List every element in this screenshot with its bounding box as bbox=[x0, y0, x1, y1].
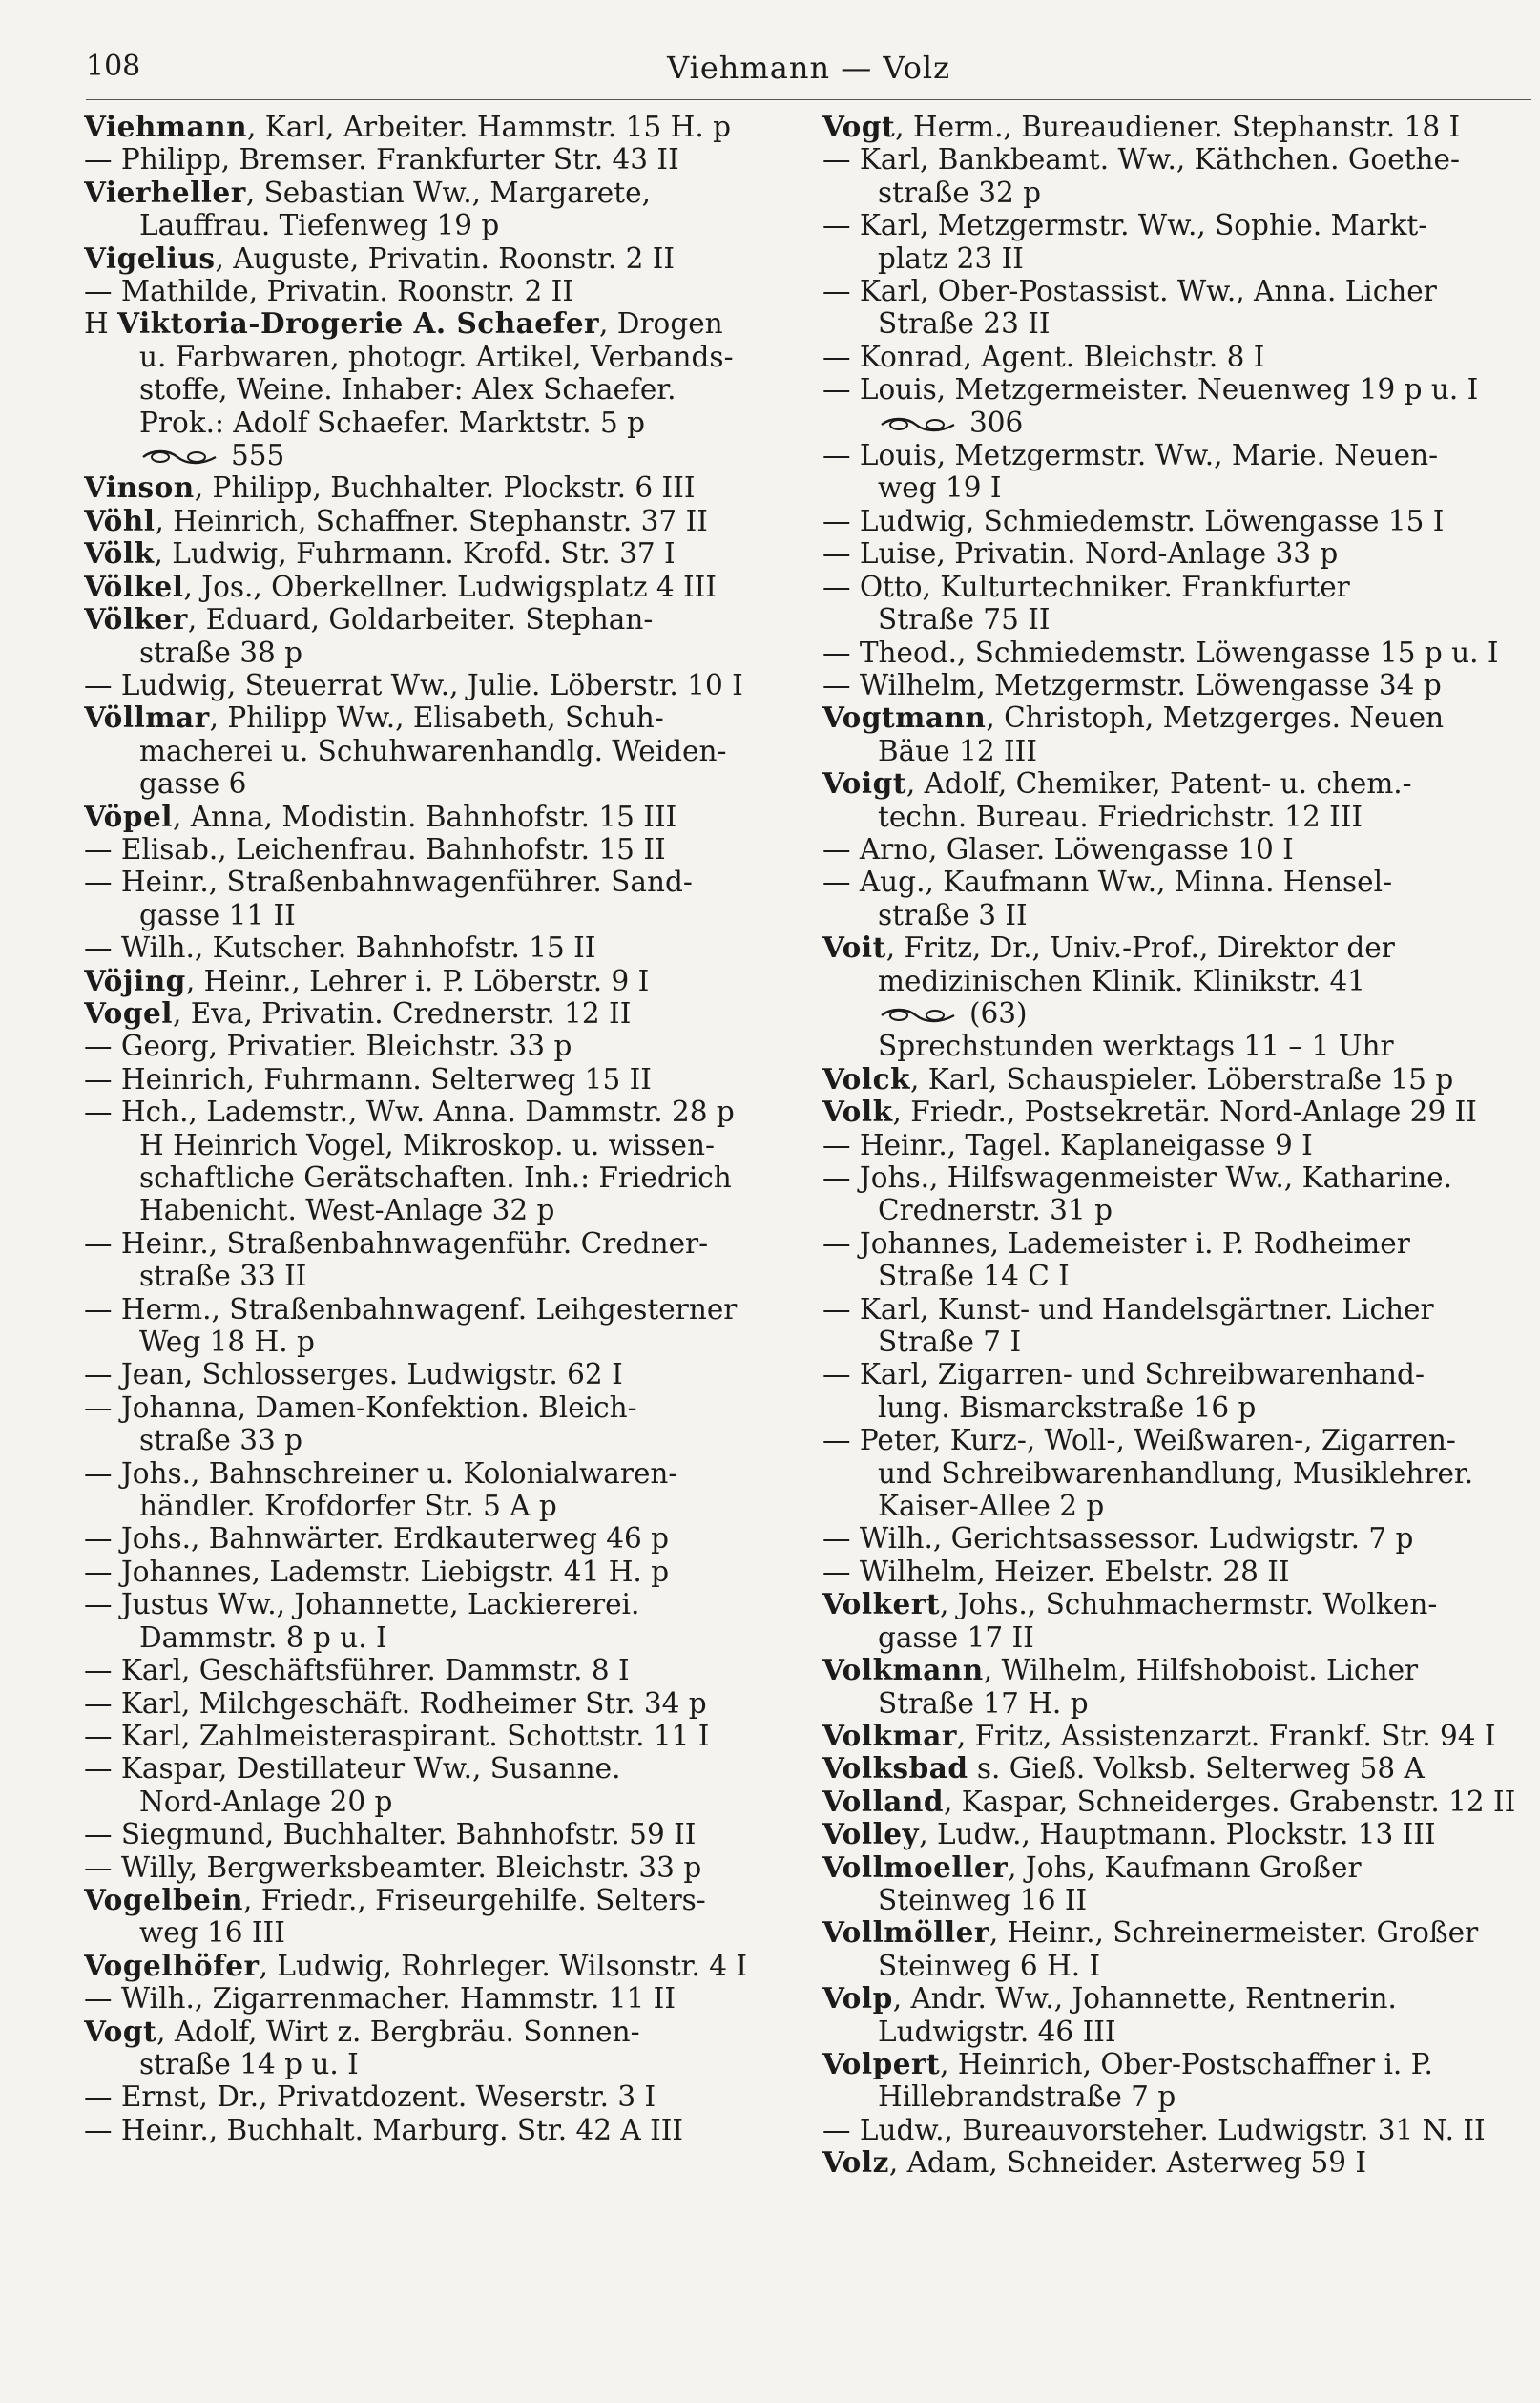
entry-headword-line: Vinson, Philipp, Buchhalter. Plockstr. 6 III bbox=[84, 471, 696, 505]
phone-number: 555 bbox=[231, 439, 285, 472]
directory-entry bbox=[84, 997, 752, 1884]
entry-line bbox=[822, 571, 1533, 603]
entry-text: u. Farbwaren, photogr. Artikel, Verbands- bbox=[139, 340, 734, 373]
entry-headword-line: Volley, Ludw., Hauptmann. Plockstr. 13 III bbox=[822, 1818, 1436, 1851]
entry-headword-line: Volk, Friedr., Postsekretär. Nord-Anlage 29 II bbox=[822, 1096, 1477, 1129]
entry-text: — Philipp, Bremser. Frankfurter Str. 43 II bbox=[84, 143, 679, 177]
entry-line bbox=[822, 209, 1533, 241]
entry-line bbox=[822, 997, 1533, 1030]
entry-line bbox=[822, 1818, 1533, 1850]
entry-line bbox=[84, 1884, 752, 1916]
entry-text: — Louis, Metzgermeister. Neuenweg 19 p u. I bbox=[822, 373, 1479, 407]
entry-text: — Karl, Bankbeamt. Ww., Käthchen. Goethe- bbox=[822, 143, 1460, 177]
entry-text: macherei u. Schuhwarenhandlg. Weiden- bbox=[139, 734, 727, 767]
entry-line bbox=[822, 1063, 1533, 1096]
directory-entry bbox=[822, 1818, 1533, 1850]
entry-text: — Louis, Metzgermstr. Ww., Marie. Neuen- bbox=[822, 439, 1439, 472]
page-number: 108 bbox=[86, 50, 141, 83]
directory-entry bbox=[84, 571, 752, 603]
entry-line bbox=[822, 2146, 1533, 2179]
entry-text: — Heinr., Buchhalt. Marburg. Str. 42 A III bbox=[84, 2113, 684, 2146]
entry-text: — Heinrich, Fuhrmann. Selterweg 15 II bbox=[84, 1062, 652, 1096]
entry-line bbox=[822, 1260, 1533, 1292]
entry-text: — Johs., Bahnwärter. Erdkauterweg 46 p bbox=[84, 1522, 670, 1556]
entry-line bbox=[84, 2016, 752, 2048]
directory-entry bbox=[822, 111, 1533, 701]
entry-line bbox=[84, 1063, 752, 1096]
entry-line bbox=[822, 439, 1533, 471]
directory-entry bbox=[822, 1752, 1533, 1785]
entry-line bbox=[822, 1194, 1533, 1226]
directory-entry bbox=[84, 242, 752, 308]
entry-line bbox=[84, 505, 752, 537]
entry-line bbox=[822, 1950, 1533, 1982]
entry-line bbox=[822, 1326, 1533, 1358]
entry-text: — Karl, Zigarren- und Schreibwarenhand- bbox=[822, 1358, 1425, 1391]
entry-line bbox=[84, 177, 752, 209]
entry-line bbox=[822, 1227, 1533, 1260]
entry-text: medizinischen Klinik. Klinikstr. 41 bbox=[878, 964, 1365, 997]
entry-text: platz 23 II bbox=[878, 241, 1024, 275]
directory-entry bbox=[84, 2016, 752, 2147]
entry-text: — Wilhelm, Metzgermstr. Löwengasse 34 p bbox=[822, 668, 1442, 701]
entry-line bbox=[84, 1293, 752, 1326]
entry-text: — Ludwig, Schmiedemstr. Löwengasse 15 I bbox=[822, 504, 1445, 537]
entry-headword-line: Vigelius, Auguste, Privatin. Roonstr. 2 II bbox=[84, 241, 676, 275]
entry-line bbox=[84, 373, 752, 406]
entry-line bbox=[822, 931, 1533, 964]
page-header bbox=[86, 50, 1531, 100]
entry-headword-line: Volkmar, Fritz, Assistenzarzt. Frankf. Str. 94 I bbox=[822, 1719, 1496, 1752]
entry-headword-line: Vöpel, Anna, Modistin. Bahnhofstr. 15 III bbox=[84, 800, 677, 833]
entry-text: straße 33 p bbox=[139, 1424, 303, 1457]
entry-line bbox=[84, 833, 752, 866]
entry-line bbox=[84, 1358, 752, 1390]
entry-text: gasse 11 II bbox=[139, 898, 296, 931]
entry-line bbox=[822, 2080, 1533, 2113]
directory-entry bbox=[84, 965, 752, 997]
entry-text: — Karl, Milchgeschäft. Rodheimer Str. 34 p bbox=[84, 1686, 707, 1720]
entry-headword-line: Volck, Karl, Schauspieler. Löberstraße 15 p bbox=[822, 1062, 1454, 1096]
entry-line bbox=[84, 1916, 752, 1949]
entry-line bbox=[84, 341, 752, 373]
entry-headword-line: H Viktoria-Drogerie A. Schaefer, Drogen bbox=[84, 307, 723, 341]
entry-line bbox=[822, 1982, 1533, 2015]
entry-line bbox=[822, 373, 1533, 406]
entry-headword-line: Vollmoeller, Johs, Kaufmann Großer bbox=[822, 1850, 1362, 1884]
entry-headword-line: Voigt, Adolf, Chemiker, Patent- u. chem.- bbox=[822, 767, 1412, 801]
entry-line bbox=[822, 2048, 1533, 2080]
entry-text: — Aug., Kaufmann Ww., Minna. Hensel- bbox=[822, 866, 1393, 899]
entry-line bbox=[822, 1654, 1533, 1686]
entry-text: Kaiser-Allee 2 p bbox=[878, 1490, 1105, 1523]
entry-line bbox=[822, 1161, 1533, 1194]
entry-text: — Karl, Kunst- und Handelsgärtner. Licher bbox=[822, 1292, 1434, 1326]
entry-line bbox=[822, 1358, 1533, 1390]
phone-number: 306 bbox=[969, 406, 1024, 439]
entry-text: — Willy, Bergwerksbeamter. Bleichstr. 33 p bbox=[84, 1850, 702, 1884]
entry-line bbox=[84, 471, 752, 504]
entry-text: — Theod., Schmiedemstr. Löwengasse 15 p u. I bbox=[822, 636, 1499, 669]
entry-text: — Jean, Schlosserges. Ludwigstr. 62 I bbox=[84, 1358, 623, 1391]
entry-line bbox=[822, 275, 1533, 307]
entry-text: — Heinr., Straßenbahnwagenführer. Sand- bbox=[84, 866, 693, 899]
entry-line bbox=[84, 407, 752, 439]
entry-text: Steinweg 16 II bbox=[878, 1883, 1088, 1916]
telephone-icon bbox=[878, 416, 958, 433]
entry-line bbox=[822, 2114, 1533, 2146]
entry-line bbox=[84, 637, 752, 669]
telephone-icon bbox=[139, 449, 219, 466]
entry-text: — Ludw., Bureauvorsteher. Ludwigstr. 31 N. II bbox=[822, 2113, 1486, 2146]
entry-line bbox=[84, 965, 752, 997]
entry-headword-line: Vöhl, Heinrich, Schaffner. Stephanstr. 37 II bbox=[84, 504, 708, 537]
entry-headword-line: Volksbad s. Gieß. Volksb. Selterweg 58 A bbox=[822, 1752, 1425, 1786]
entry-line bbox=[822, 899, 1533, 931]
entry-text: — Johs., Hilfswagenmeister Ww., Katharine. bbox=[822, 1161, 1453, 1194]
entry-text: straße 32 p bbox=[878, 176, 1042, 209]
entry-headword-line: Volkert, Johs., Schuhmachermstr. Wolken- bbox=[822, 1588, 1438, 1621]
entry-line bbox=[84, 669, 752, 701]
entry-line bbox=[822, 866, 1533, 898]
telephone-icon bbox=[878, 1007, 958, 1024]
entry-line bbox=[822, 1490, 1533, 1522]
entry-headword-line: Vogelhöfer, Ludwig, Rohrleger. Wilsonstr. 4 I bbox=[84, 1949, 748, 1982]
entry-text: — Wilh., Kutscher. Bahnhofstr. 15 II bbox=[84, 931, 596, 965]
entry-text: Nord-Anlage 20 p bbox=[139, 1785, 393, 1818]
directory-entry bbox=[822, 1786, 1533, 1818]
entry-text: straße 38 p bbox=[139, 636, 303, 669]
directory-entry bbox=[84, 177, 752, 242]
entry-line bbox=[822, 1457, 1533, 1490]
entry-text: — Arno, Glaser. Löwengasse 10 I bbox=[822, 832, 1294, 866]
entry-line bbox=[84, 931, 752, 964]
running-head: Viehmann — Volz bbox=[667, 50, 950, 86]
directory-entry bbox=[822, 1720, 1533, 1752]
entry-text: gasse 6 bbox=[139, 767, 247, 801]
directory-entry bbox=[822, 701, 1533, 767]
entry-line bbox=[84, 2048, 752, 2080]
entry-line bbox=[84, 1424, 752, 1456]
directory-entry bbox=[84, 537, 752, 570]
entry-line bbox=[84, 801, 752, 833]
entry-line bbox=[84, 537, 752, 570]
entry-text: Prok.: Adolf Schaefer. Marktstr. 5 p bbox=[139, 406, 645, 439]
entry-line bbox=[84, 1851, 752, 1884]
entry-text: straße 3 II bbox=[878, 898, 1028, 931]
entry-line bbox=[84, 899, 752, 931]
entry-text: Habenicht. West-Anlage 32 p bbox=[139, 1194, 555, 1227]
entry-text: — Johs., Bahnschreiner u. Kolonialwaren- bbox=[84, 1456, 678, 1490]
entry-line bbox=[84, 571, 752, 603]
entry-line bbox=[822, 735, 1533, 767]
entry-line bbox=[822, 177, 1533, 209]
entry-headword-line: Völkel, Jos., Oberkellner. Ludwigsplatz 4 III bbox=[84, 570, 717, 603]
entry-line bbox=[84, 603, 752, 636]
entry-headword-line: Voit, Fritz, Dr., Univ.-Prof., Direktor der bbox=[822, 931, 1395, 965]
entry-text: Ludwigstr. 46 III bbox=[878, 2015, 1116, 2048]
entry-line bbox=[84, 1522, 752, 1555]
entry-line bbox=[84, 1621, 752, 1654]
entry-line bbox=[84, 1556, 752, 1588]
entry-line bbox=[84, 1096, 752, 1128]
entry-text: lung. Bismarckstraße 16 p bbox=[878, 1390, 1257, 1424]
entry-headword-line: Volp, Andr. Ww., Johannette, Rentnerin. bbox=[822, 1982, 1397, 2016]
entry-text: — Johanna, Damen-Konfektion. Bleich- bbox=[84, 1390, 637, 1424]
entry-line bbox=[84, 307, 752, 340]
entry-line bbox=[822, 801, 1533, 833]
entry-text: — Wilhelm, Heizer. Ebelstr. 28 II bbox=[822, 1555, 1290, 1588]
entry-text: — Konrad, Agent. Bleichstr. 8 I bbox=[822, 340, 1265, 373]
directory-entry bbox=[84, 111, 752, 177]
entry-line bbox=[822, 341, 1533, 373]
directory-entry bbox=[84, 1950, 752, 2016]
entry-line bbox=[84, 111, 752, 143]
entry-text: — Georg, Privatier. Bleichstr. 33 p bbox=[84, 1030, 572, 1063]
entry-headword-line: Völk, Ludwig, Fuhrmann. Krofd. Str. 37 I bbox=[84, 537, 676, 571]
entry-line bbox=[84, 1982, 752, 2015]
entry-line bbox=[822, 1720, 1533, 1752]
entry-line bbox=[822, 637, 1533, 669]
entry-headword-line: Vollmöller, Heinr., Schreinermeister. Großer bbox=[822, 1916, 1479, 1950]
entry-headword-line: Völlmar, Philipp Ww., Elisabeth, Schuh- bbox=[84, 701, 664, 735]
entry-text: händler. Krofdorfer Str. 5 A p bbox=[139, 1490, 557, 1523]
entry-text: Lauffrau. Tiefenweg 19 p bbox=[139, 209, 500, 242]
directory-entry bbox=[822, 1063, 1533, 1096]
entry-line bbox=[84, 701, 752, 734]
entry-line bbox=[822, 143, 1533, 176]
entry-headword-line: Vogtmann, Christoph, Metzgerges. Neuen bbox=[822, 701, 1445, 735]
directory-entry bbox=[84, 471, 752, 504]
entry-headword-line: Vogel, Eva, Privatin. Crednerstr. 12 II bbox=[84, 996, 632, 1030]
entry-headword-line: Viehmann, Karl, Arbeiter. Hammstr. 15 H. p bbox=[84, 111, 731, 143]
directory-entry bbox=[822, 1851, 1533, 1917]
entry-text: — Wilh., Zigarrenmacher. Hammstr. 11 II bbox=[84, 1982, 676, 2016]
directory-entry bbox=[84, 307, 752, 471]
entry-line bbox=[84, 1687, 752, 1720]
entry-line bbox=[822, 1293, 1533, 1326]
entry-text: — Karl, Metzgermstr. Ww., Sophie. Markt- bbox=[822, 209, 1428, 242]
entry-line bbox=[84, 2080, 752, 2113]
entry-line bbox=[822, 1522, 1533, 1555]
entry-text: Straße 23 II bbox=[878, 307, 1051, 341]
entry-headword-line: Vogt, Herm., Bureaudiener. Stephanstr. 18 I bbox=[822, 111, 1461, 143]
entry-headword-line: Volpert, Heinrich, Ober-Postschaffner i. P. bbox=[822, 2047, 1433, 2080]
entry-headword-line: Völker, Eduard, Goldarbeiter. Stephan- bbox=[84, 603, 654, 637]
entry-line bbox=[84, 866, 752, 898]
entry-line bbox=[84, 1654, 752, 1686]
entry-line bbox=[84, 2114, 752, 2146]
entry-text: — Justus Ww., Johannette, Lackiererei. bbox=[84, 1588, 640, 1621]
entry-text: Straße 17 H. p bbox=[878, 1686, 1089, 1720]
entry-text: — Mathilde, Privatin. Roonstr. 2 II bbox=[84, 275, 573, 308]
entry-line bbox=[822, 1621, 1533, 1654]
entry-text: Bäue 12 III bbox=[878, 734, 1037, 767]
entry-text: — Hch., Lademstr., Ww. Anna. Dammstr. 28 p bbox=[84, 1096, 735, 1129]
entry-text: Steinweg 6 H. I bbox=[878, 1949, 1101, 1982]
entry-line bbox=[822, 2016, 1533, 2048]
directory-entry bbox=[84, 801, 752, 965]
entry-text: Straße 7 I bbox=[878, 1326, 1022, 1359]
entry-line bbox=[822, 1752, 1533, 1785]
entry-headword-line: Volz, Adam, Schneider. Asterweg 59 I bbox=[822, 2146, 1367, 2180]
entry-text: — Luise, Privatin. Nord-Anlage 33 p bbox=[822, 537, 1339, 571]
directory-entry bbox=[84, 603, 752, 701]
entry-line bbox=[84, 1391, 752, 1424]
entry-line bbox=[822, 111, 1533, 143]
directory-entry bbox=[822, 2146, 1533, 2179]
entry-line bbox=[84, 1161, 752, 1194]
entry-text: weg 19 I bbox=[878, 471, 1002, 505]
entry-line bbox=[84, 1260, 752, 1292]
entry-text: — Ludwig, Steuerrat Ww., Julie. Löberstr. 10 I bbox=[84, 668, 743, 701]
entry-line bbox=[822, 1129, 1533, 1161]
entry-line bbox=[84, 1818, 752, 1850]
entry-line bbox=[84, 735, 752, 767]
entry-line bbox=[84, 242, 752, 275]
entry-text: Hillebrandstraße 7 p bbox=[878, 2080, 1176, 2114]
entry-text: — Otto, Kulturtechniker. Frankfurter bbox=[822, 570, 1350, 603]
entry-line bbox=[84, 143, 752, 176]
entry-text: gasse 17 II bbox=[878, 1620, 1034, 1654]
entry-text: — Heinr., Tagel. Kaplaneigasse 9 I bbox=[822, 1128, 1313, 1161]
entry-text: — Karl, Zahlmeisteraspirant. Schottstr. 11 I bbox=[84, 1719, 710, 1752]
entry-line bbox=[822, 1916, 1533, 1949]
entry-text: stoffe, Weine. Inhaber: Alex Schaefer. bbox=[139, 373, 676, 407]
entry-headword-line: Vöjing, Heinr., Lehrer i. P. Löberstr. 9 I bbox=[84, 964, 650, 997]
entry-line bbox=[84, 1129, 752, 1161]
entry-text: — Kaspar, Destillateur Ww., Susanne. bbox=[84, 1752, 621, 1786]
entry-line bbox=[84, 275, 752, 307]
directory-entry bbox=[822, 1588, 1533, 1654]
entry-line bbox=[822, 307, 1533, 340]
entry-text: — Johannes, Lademstr. Liebigstr. 41 H. p bbox=[84, 1555, 670, 1588]
entry-line bbox=[822, 965, 1533, 997]
entry-line bbox=[822, 537, 1533, 570]
entry-line bbox=[84, 1457, 752, 1490]
entry-line bbox=[822, 1391, 1533, 1424]
entry-line bbox=[822, 1030, 1533, 1062]
directory-entry bbox=[822, 1654, 1533, 1720]
entry-line bbox=[822, 1884, 1533, 1916]
entry-line bbox=[822, 767, 1533, 800]
entry-headword-line: Volland, Kaspar, Schneiderges. Grabenstr. 12 II bbox=[822, 1785, 1516, 1818]
entry-text: — Heinr., Straßenbahnwagenführ. Credner- bbox=[84, 1226, 709, 1260]
directory-entry bbox=[822, 1982, 1533, 2048]
entry-line bbox=[84, 209, 752, 241]
right-column bbox=[822, 111, 1533, 2180]
entry-text: — Siegmund, Buchhalter. Bahnhofstr. 59 II bbox=[84, 1818, 697, 1851]
entry-line bbox=[822, 471, 1533, 504]
entry-text: — Herm., Straßenbahnwagenf. Leihgesterner bbox=[84, 1292, 738, 1326]
entry-text: — Johannes, Lademeister i. P. Rodheimer bbox=[822, 1226, 1410, 1260]
directory-entry bbox=[822, 931, 1533, 1063]
entry-line bbox=[822, 242, 1533, 275]
entry-text: Sprechstunden werktags 11 – 1 Uhr bbox=[878, 1030, 1394, 1063]
entry-text: H Heinrich Vogel, Mikroskop. u. wissen- bbox=[139, 1128, 715, 1161]
directory-entry bbox=[822, 1916, 1533, 1982]
entry-line bbox=[84, 1720, 752, 1752]
entry-line bbox=[822, 1851, 1533, 1884]
entry-line bbox=[84, 1227, 752, 1260]
entry-text: — Karl, Geschäftsführer. Dammstr. 8 I bbox=[84, 1654, 630, 1687]
entry-line bbox=[84, 1588, 752, 1620]
entry-line bbox=[84, 1752, 752, 1785]
entry-headword-line: Vogelbein, Friedr., Friseurgehilfe. Selters- bbox=[84, 1883, 706, 1916]
entry-text: — Peter, Kurz-, Woll-, Weißwaren-, Zigarren- bbox=[822, 1424, 1456, 1457]
entry-text: weg 16 III bbox=[139, 1916, 285, 1950]
entry-line bbox=[84, 1490, 752, 1522]
entry-text: Weg 18 H. p bbox=[139, 1326, 315, 1359]
directory-entry bbox=[84, 505, 752, 537]
entry-line bbox=[822, 1588, 1533, 1620]
entry-line bbox=[84, 439, 752, 471]
entry-line bbox=[84, 1326, 752, 1358]
entry-line bbox=[822, 603, 1533, 636]
entry-line bbox=[822, 407, 1533, 439]
entry-line bbox=[822, 833, 1533, 866]
entry-line bbox=[822, 1786, 1533, 1818]
directory-entry bbox=[84, 701, 752, 800]
directory-entry bbox=[822, 1096, 1533, 1588]
entry-line bbox=[84, 767, 752, 800]
entry-text: straße 33 II bbox=[139, 1260, 307, 1293]
entry-text: — Karl, Ober-Postassist. Ww., Anna. Licher bbox=[822, 275, 1437, 308]
entry-line bbox=[822, 1096, 1533, 1128]
entry-text: — Elisab., Leichenfrau. Bahnhofstr. 15 II bbox=[84, 832, 666, 866]
directory-entry bbox=[822, 767, 1533, 931]
entry-headword-line: Volkmann, Wilhelm, Hilfshoboist. Licher bbox=[822, 1654, 1419, 1687]
entry-line bbox=[84, 1786, 752, 1818]
entry-line bbox=[84, 997, 752, 1030]
directory-entry bbox=[84, 1884, 752, 1950]
phone-number: (63) bbox=[969, 996, 1028, 1030]
entry-text: Crednerstr. 31 p bbox=[878, 1194, 1113, 1227]
entry-text: und Schreibwarenhandlung, Musiklehrer. bbox=[878, 1456, 1474, 1490]
entry-line bbox=[822, 1687, 1533, 1720]
entry-text: — Wilh., Gerichtsassessor. Ludwigstr. 7 p bbox=[822, 1522, 1414, 1556]
entry-text: techn. Bureau. Friedrichstr. 12 III bbox=[878, 800, 1363, 833]
entry-line bbox=[822, 1556, 1533, 1588]
entry-text: Dammstr. 8 p u. I bbox=[139, 1620, 387, 1654]
entry-text: Straße 75 II bbox=[878, 603, 1051, 637]
entry-line bbox=[822, 505, 1533, 537]
entry-text: straße 14 p u. I bbox=[139, 2047, 359, 2080]
entry-line bbox=[822, 701, 1533, 734]
left-column bbox=[84, 111, 752, 2146]
entry-line bbox=[822, 669, 1533, 701]
entry-line bbox=[84, 1950, 752, 1982]
entry-headword-line: Vierheller, Sebastian Ww., Margarete, bbox=[84, 176, 651, 209]
entry-text: Straße 14 C I bbox=[878, 1260, 1070, 1293]
entry-line bbox=[822, 1424, 1533, 1456]
entry-text: — Ernst, Dr., Privatdozent. Weserstr. 3 I bbox=[84, 2080, 656, 2114]
entry-line bbox=[84, 1194, 752, 1226]
entry-headword-line: Vogt, Adolf, Wirt z. Bergbräu. Sonnen- bbox=[84, 2015, 640, 2048]
entry-text: schaftliche Gerätschaften. Inh.: Friedrich bbox=[139, 1161, 732, 1194]
directory-entry bbox=[822, 2048, 1533, 2146]
entry-line bbox=[84, 1030, 752, 1062]
